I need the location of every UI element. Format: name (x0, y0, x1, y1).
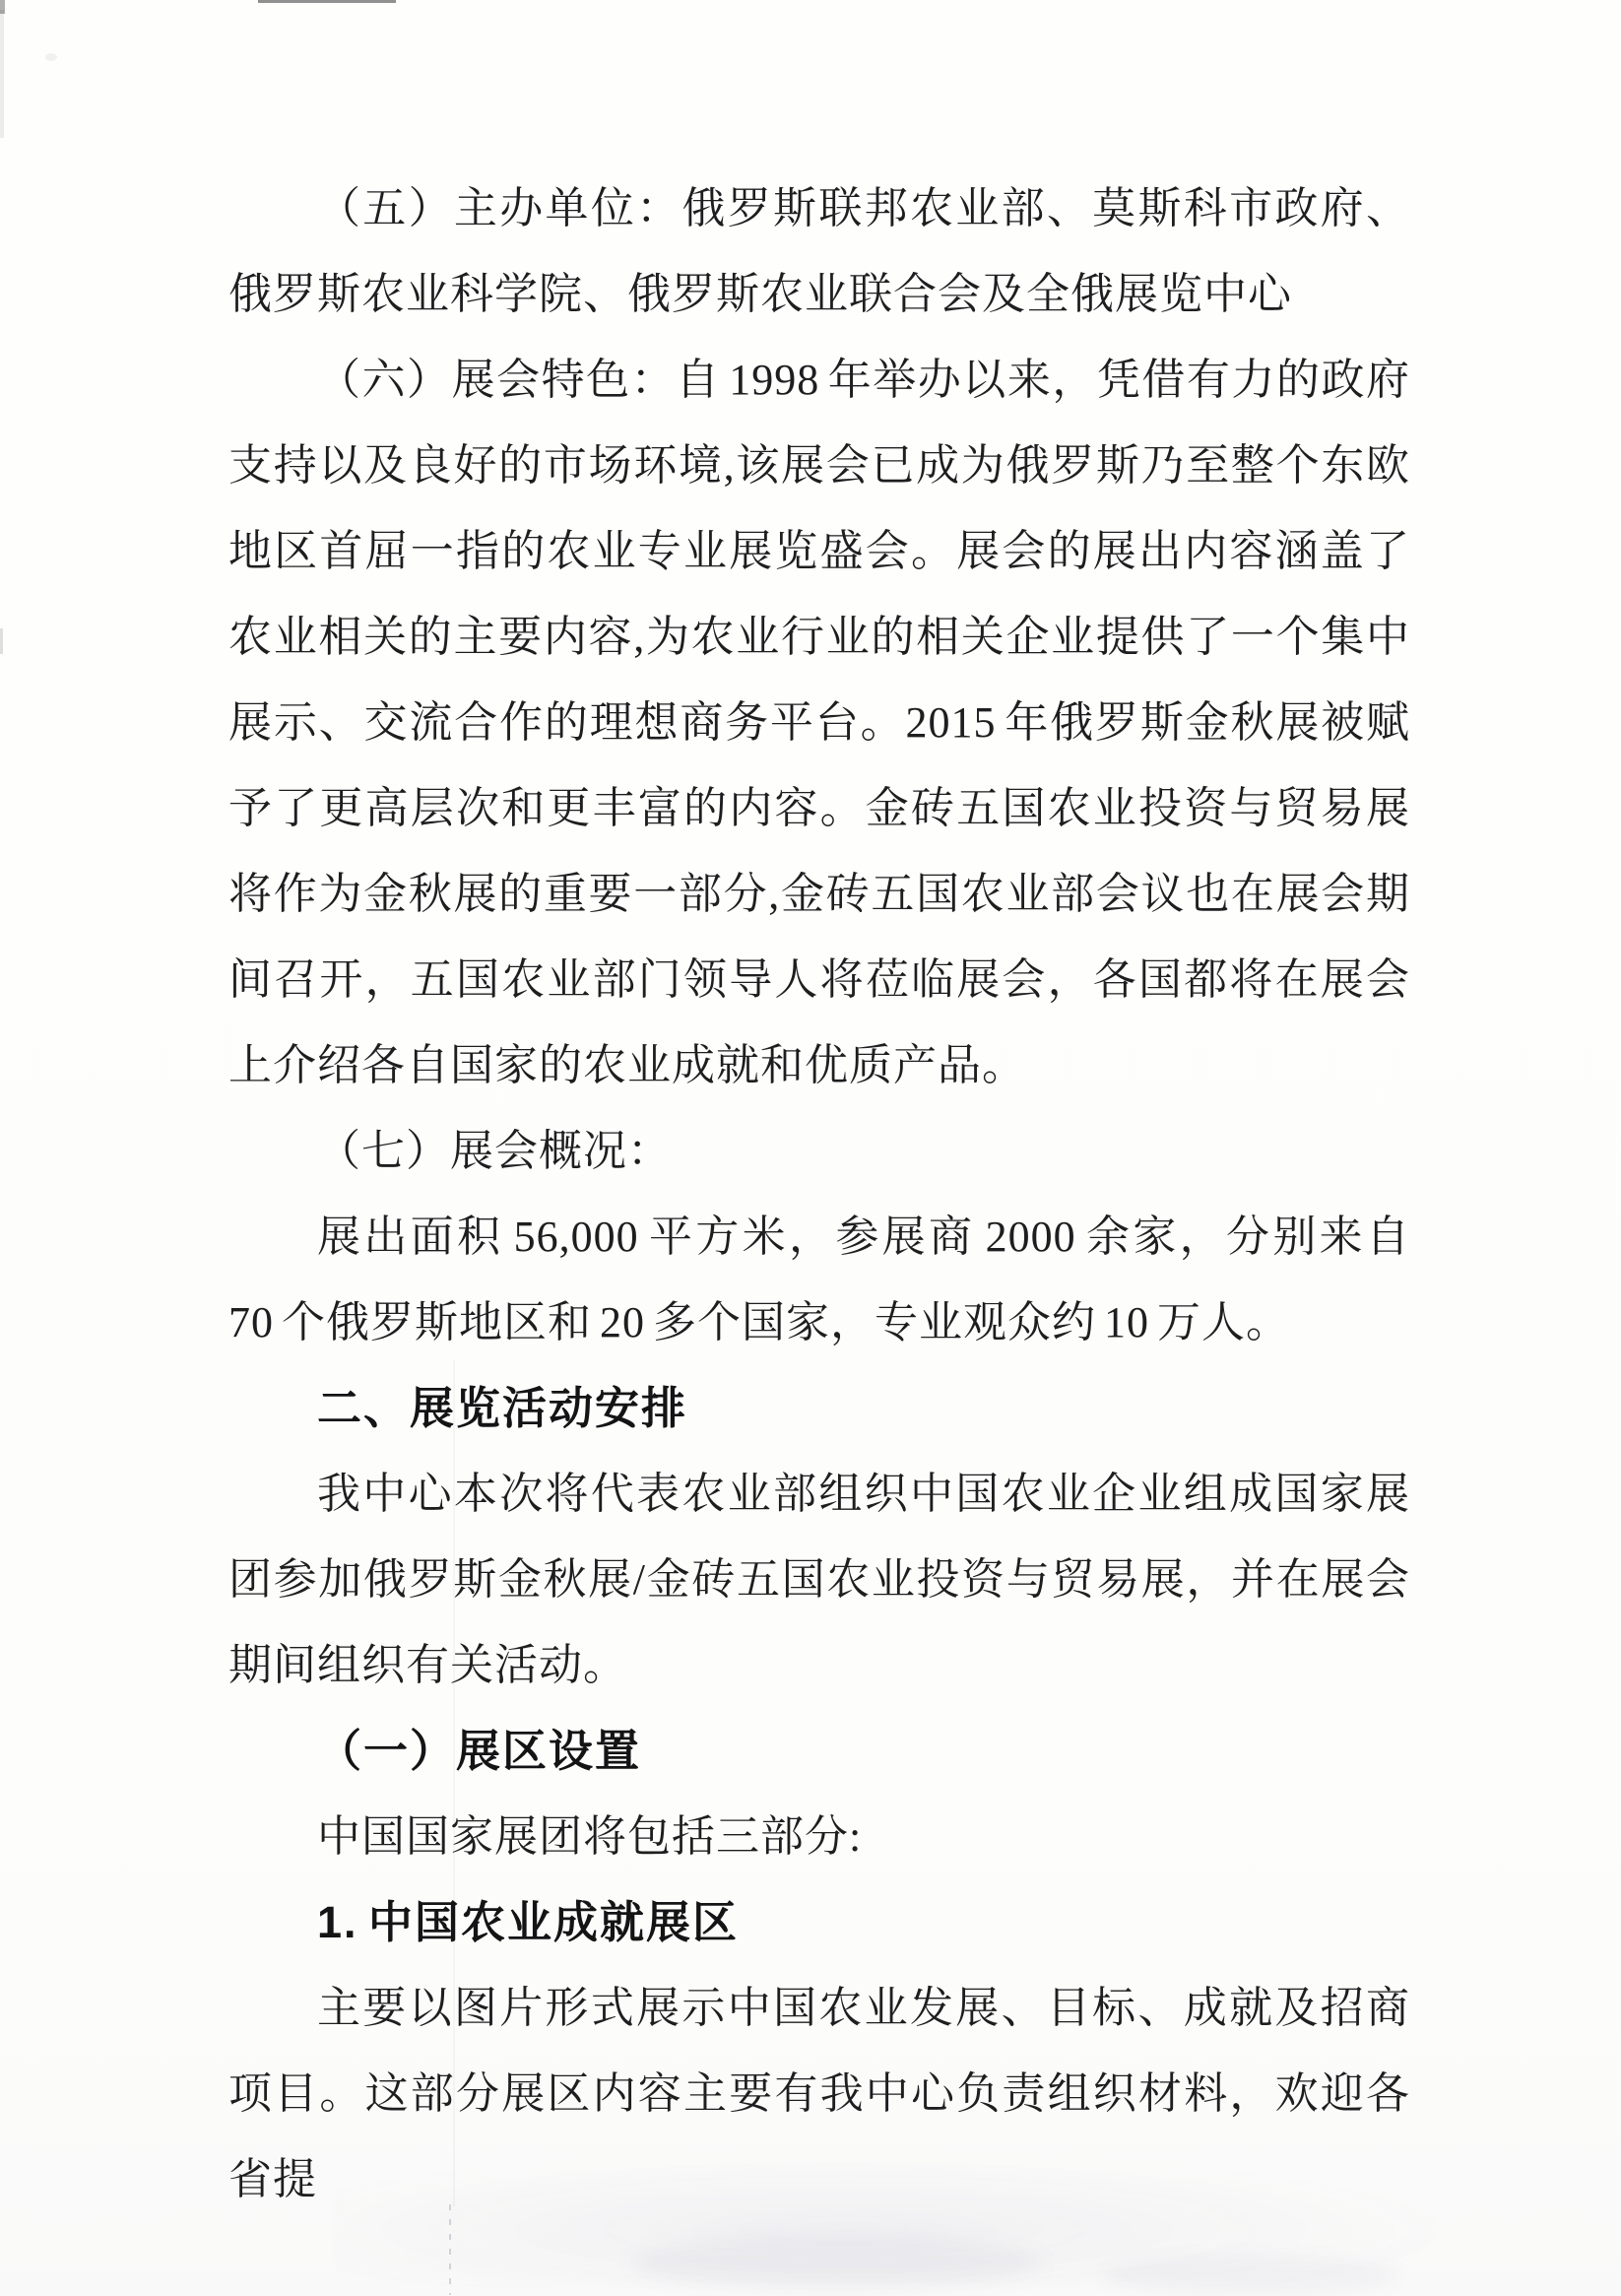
scan-artifact-left-streak (0, 10, 4, 138)
paragraph-exhibition-statistics: 展出面积 56,000 平方米，参展商 2000 余家，分别来自 70 个俄罗斯地区和 20 多个国家，专业观众约 10 万人。 (228, 1213, 1410, 1346)
paragraph-delegation-plan: 我中心本次将代表农业部组织中国农业企业组成国家展团参加俄罗斯金秋展/金砖五国农业投资与贸易展，并在展会期间组织有关活动。 (228, 1470, 1410, 1689)
paragraph-achievement-zone-description: 主要以图片形式展示中国农业发展、目标、成就及招商项目。这部分展区内容主要有我中心负责组织材料，欢迎各省提 (228, 1984, 1410, 2203)
scan-artifact-showthrough (630, 2236, 1044, 2290)
heading-zone-1-china-agriculture-achievements: 1. 中国农业成就展区 (317, 1897, 740, 1947)
scan-artifact-dot (45, 53, 57, 61)
heading-2-1-zone-setup: （一）展区设置 (317, 1726, 642, 1776)
paragraph-5-host-organizers: （五）主办单位：俄罗斯联邦农业部、莫斯科市政府、俄罗斯农业科学院、俄罗斯农业联合会及全俄展览中心 (228, 184, 1410, 318)
scan-artifact-corner-mark (0, 0, 5, 14)
paragraph-7-exhibition-overview-label: （七）展会概况： (317, 1127, 672, 1175)
paragraph-delegation-three-parts: 中国国家展团将包括三部分: (317, 1812, 863, 1861)
scan-artifact-left-tick (0, 628, 3, 654)
paragraph-6-exhibition-features: （六）展会特色：自 1998 年举办以来，凭借有力的政府支持以及良好的市场环境,该展会已成为俄罗斯乃至整个东欧地区首屈一指的农业专业展览盛会。展会的展出内容涵盖了农业相关的主要内容,为农业行业的相关企业提供了一个集中展示、交流合作的理想商务平台。2015 年俄罗斯金秋展被赋予了更高层次和更丰富的内容。金砖五国农业投资与贸易展将作为金秋展的重要一部分,金砖五国农业部会议也在展会期间召开，五国农业部门领导人将莅临展会，各国都将在展会上介绍各自国家的农业成就和优质产品。 (228, 356, 1410, 1089)
heading-section-2-exhibition-activities: 二、展览活动安排 (317, 1383, 688, 1433)
scan-artifact-top-edge (258, 0, 396, 3)
document-text-block (228, 165, 1410, 2222)
scan-artifact-showthrough (1103, 2256, 1398, 2295)
